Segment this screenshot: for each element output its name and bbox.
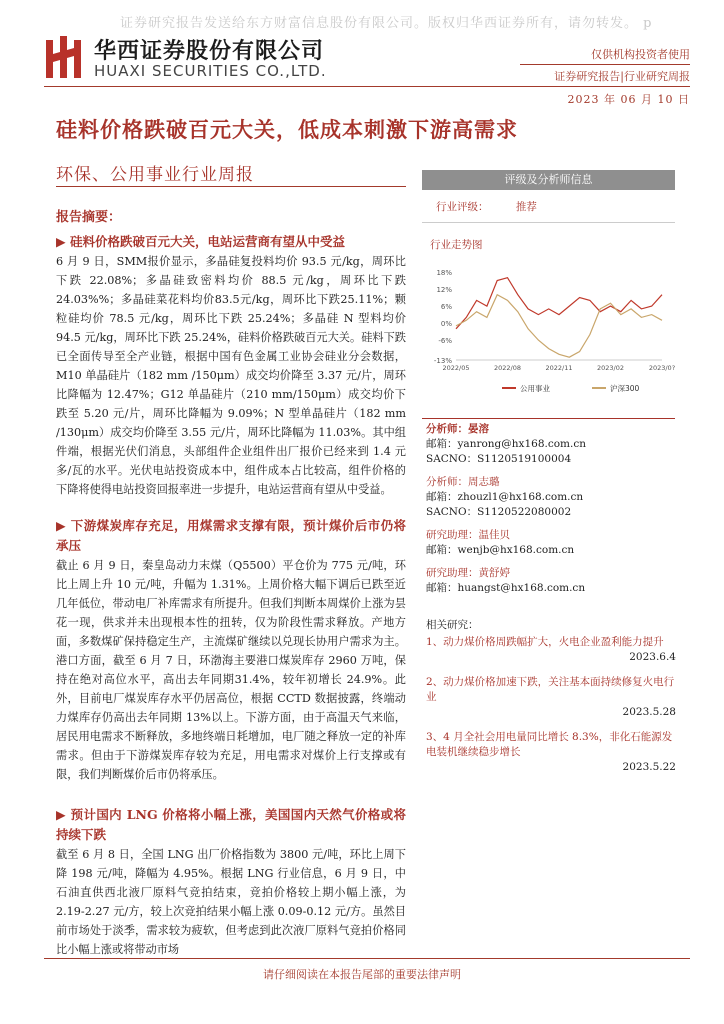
watermark: 证券研究报告发送给东方财富信息股份有限公司。版权归华西证券所有，请勿转发。 p xyxy=(120,16,653,31)
analyst-role: 分析师：晏溶 xyxy=(426,423,489,435)
analyst-sacno: SACNO：S1120522080002 xyxy=(426,506,572,518)
x-tick-label: 2022/11 xyxy=(545,364,573,372)
section-heading: ▶ 下游煤炭库存充足，用煤需求支撑有限，预计煤价后市仍将承压 xyxy=(56,518,406,553)
company-logo-icon xyxy=(44,34,84,80)
legend-label: 沪深300 xyxy=(610,384,640,393)
x-tick-label: 2023/02 xyxy=(596,364,625,372)
analyst-entry xyxy=(426,422,676,467)
y-tick-label: 6% xyxy=(440,303,452,312)
related-research xyxy=(426,618,676,775)
series-line xyxy=(456,278,662,329)
section-body: 截止 6 月 9 日，秦皇岛动力末煤（Q5500）平仓价为 775 元/吨，环比上周上升 10 元/吨，升幅为 1.31%。上周价格大幅下调后已跌至近几年低位，带动电厂补库需求有所提升。但我们判断本周煤价上涨为昙花一现，供求并未出现根本性的扭转，仅为阶段性需求释放。产地方面，多数煤矿保持稳定生产，主流煤矿继续以兑现长协用户需求为主。港口方面，截至 6 月 7 日，环渤海主要港口煤炭库存 2960 万吨，保持在绝对高位水平，高出去年同期31.4%，较年初增长 24.9%。此外，目前电厂煤炭库存水平仍居高位，根据 CCTD 数据披露，终端动力煤库存仍高出去年同期 13%以上。下游方面，由于高温天气来临，居民用电需求不断释放，多地终端日耗增加，电厂随之释放一定的补库需求。但由于下游煤炭库存较为充足，用电需求对煤价上行支撑或有限，我们判断煤价后市仍将承压。 xyxy=(56,559,406,781)
section-heading: ▶ 预计国内 LNG 价格将小幅上涨，美国国内天然气价格或将持续下跌 xyxy=(56,807,406,842)
report-date: 2023 年 06 月 10 日 xyxy=(567,93,690,106)
analyst-block xyxy=(426,422,676,604)
report-type: 证券研究报告|行业研究周报 xyxy=(554,70,690,83)
related-item-date: 2023.6.4 xyxy=(629,651,676,663)
analyst-entry xyxy=(426,528,676,558)
section-body: 6 月 9 日，SMM报价显示，多晶硅复投料均价 93.5 元/kg，周环比下跌 22.08%；多晶硅致密料均价 88.5 元/kg，周环比下跌 24.03%%；多晶硅菜花料均价83.5元/kg，周环比下跌25.11%；颗粒硅均价 78.5 元/kg，周环比下跌 25.24%；多晶硅 N 型料均价 94.5 元/kg，周环比下跌 25.24%，硅料价格跌破百元大关。硅料下跌已全面传导至全产业链，根据中国有色金属工业协会硅业分会数据，M10 单晶硅片（182 mm /150μm）成交均价降至 3.37 元/片，周环比降幅为 12.47%；G12 单晶硅片（210 mm/150μm）成交均价下跌至 5.20 元/片，周环比降幅为 9.09%；N 型单晶硅片（182 mm /130μm）成交均价降至 3.55 元/片，周环比降幅为 11.03%。其中组件端，根据光伏们消息，头部组件企业组件出厂报价已经来到 1.4 元多/瓦的水平。光伏电站投资成本中，组件成本占比较高，组件价格的下降将使得电站投资回报率进一步提升，电站运营商有望从中受益。 xyxy=(56,255,406,496)
section-silicon xyxy=(56,232,406,499)
section-coal xyxy=(56,516,406,784)
footer-rule xyxy=(44,958,690,959)
analyst-role: 分析师：周志璐 xyxy=(426,476,500,488)
related-heading: 相关研究： xyxy=(426,619,479,631)
abstract-heading: 报告摘要： xyxy=(56,210,122,225)
analyst-entry xyxy=(426,566,676,596)
related-item-date: 2023.5.28 xyxy=(622,706,676,718)
analyst-role: 研究助理：温佳贝 xyxy=(426,529,510,541)
header-divider xyxy=(520,64,690,65)
y-tick-label: -6% xyxy=(438,337,452,346)
report-title: 硅料价格跌破百元大关，低成本刺激下游高需求 xyxy=(56,117,518,142)
rating-value: 推荐 xyxy=(515,201,537,213)
legal-footer: 请仔细阅读在本报告尾部的重要法律声明 xyxy=(263,968,461,981)
section-lng xyxy=(56,805,406,959)
related-item-title[interactable]: 3、4 月全社会用电量同比增长 8.3%，非化石能源发电装机继续稳步增长 xyxy=(426,731,673,758)
related-item-title[interactable]: 2、动力煤价格加速下跌，关注基本面持续修复火电行业 xyxy=(426,676,675,703)
section-body: 截至 6 月 8 日，全国 LNG 出厂价格指数为 3800 元/吨，环比上周下降 198 元/吨，降幅为 4.95%。根据 LNG 行业信息，6 月 9 日，中石油直供西北液厂原料气竞拍结束，竞拍价格较上期小幅上涨，为 2.19-2.27 元/方，较上次竞拍结果小幅上涨 0.09-0.12 元/方。虽然目前市场处于淡季，需求较为疲软，但考虑到此次液厂原料气竞拍价格同比小幅上涨或将带动市场 xyxy=(56,848,406,956)
report-subtitle: 环保、公用事业行业周报 xyxy=(56,165,254,185)
company-name-cn: 华西证券股份有限公司 xyxy=(94,39,325,64)
rating-panel-header: 评级及分析师信息 xyxy=(422,170,675,190)
related-item-date: 2023.5.22 xyxy=(622,761,676,773)
audience-note: 仅供机构投资者使用 xyxy=(591,48,690,61)
chart-title: 行业走势图 xyxy=(430,239,483,251)
rating-label: 行业评级： xyxy=(436,201,489,213)
y-tick-label: 18% xyxy=(436,269,452,277)
series-line xyxy=(456,295,662,358)
legend-label: 公用事业 xyxy=(520,384,550,393)
x-tick-label: 2022/08 xyxy=(493,364,522,372)
x-tick-label: 2023/0? xyxy=(648,364,675,372)
analyst-email: 邮箱：wenjb@hx168.com.cn xyxy=(426,544,575,556)
subtitle-rule xyxy=(56,186,406,187)
y-tick-label: 12% xyxy=(436,286,452,295)
industry-trend-chart xyxy=(422,260,675,400)
analyst-email: 邮箱：yanrong@hx168.com.cn xyxy=(426,438,586,450)
analyst-email: 邮箱：zhouzl1@hx168.com.cn xyxy=(426,491,584,503)
analyst-role: 研究助理：黄舒婷 xyxy=(426,567,510,579)
company-name-en: HUAXI SECURITIES CO.,LTD. xyxy=(94,62,327,80)
rating-row xyxy=(436,200,537,215)
section-heading: ▶ 硅料价格跌破百元大关，电站运营商有望从中受益 xyxy=(56,234,345,249)
header-rule xyxy=(44,86,690,87)
analyst-top-rule xyxy=(422,418,675,419)
analyst-entry xyxy=(426,475,676,520)
y-tick-label: 0% xyxy=(440,320,452,329)
analyst-email: 邮箱：huangst@hx168.com.cn xyxy=(426,582,586,594)
related-item-title[interactable]: 1、动力煤价格周跌幅扩大，火电企业盈利能力提升 xyxy=(426,636,664,648)
x-tick-label: 2022/05 xyxy=(442,364,470,372)
y-tick-label: -13% xyxy=(433,357,452,365)
analyst-sacno: SACNO：S1120519100004 xyxy=(426,453,572,465)
panel-divider xyxy=(422,222,675,223)
